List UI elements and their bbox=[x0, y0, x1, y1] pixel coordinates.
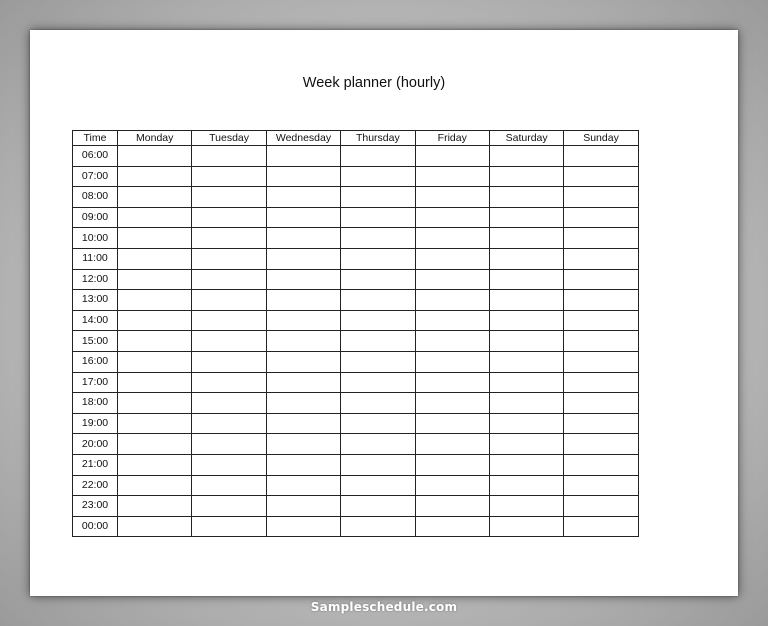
slot-cell-tuesday[interactable] bbox=[192, 187, 266, 208]
slot-cell-wednesday[interactable] bbox=[266, 413, 340, 434]
column-header-saturday: Saturday bbox=[489, 131, 563, 146]
slot-cell-saturday[interactable] bbox=[489, 413, 563, 434]
slot-cell-sunday[interactable] bbox=[564, 475, 638, 496]
table-row bbox=[73, 248, 639, 269]
slot-cell-wednesday[interactable] bbox=[266, 248, 340, 269]
slot-cell-thursday[interactable] bbox=[341, 207, 415, 228]
slot-cell-saturday[interactable] bbox=[489, 434, 563, 455]
slot-cell-monday[interactable] bbox=[118, 454, 192, 475]
slot-cell-tuesday[interactable] bbox=[192, 413, 266, 434]
slot-cell-tuesday[interactable] bbox=[192, 269, 266, 290]
slot-cell-tuesday[interactable] bbox=[192, 207, 266, 228]
page-title: Week planner (hourly) bbox=[302, 75, 446, 91]
time-cell: 20:00 bbox=[73, 434, 118, 455]
slot-cell-tuesday[interactable] bbox=[192, 496, 266, 517]
time-cell: 18:00 bbox=[73, 393, 118, 414]
week-planner-table bbox=[72, 130, 639, 537]
slot-cell-friday[interactable] bbox=[415, 228, 489, 249]
table-row bbox=[73, 351, 639, 372]
time-cell: 23:00 bbox=[73, 496, 118, 517]
slot-cell-wednesday[interactable] bbox=[266, 516, 340, 537]
slot-cell-sunday[interactable] bbox=[564, 393, 638, 414]
table-row bbox=[73, 434, 639, 455]
slot-cell-saturday[interactable] bbox=[489, 351, 563, 372]
time-cell: 00:00 bbox=[73, 516, 118, 537]
slot-cell-friday[interactable] bbox=[415, 310, 489, 331]
table-row bbox=[73, 372, 639, 393]
slot-cell-sunday[interactable] bbox=[564, 331, 638, 352]
slot-cell-monday[interactable] bbox=[118, 434, 192, 455]
time-cell: 15:00 bbox=[73, 331, 118, 352]
slot-cell-saturday[interactable] bbox=[489, 516, 563, 537]
slot-cell-friday[interactable] bbox=[415, 331, 489, 352]
time-cell: 11:00 bbox=[73, 248, 118, 269]
slot-cell-friday[interactable] bbox=[415, 187, 489, 208]
table-row bbox=[73, 454, 639, 475]
table-row bbox=[73, 331, 639, 352]
slot-cell-sunday[interactable] bbox=[564, 248, 638, 269]
time-cell: 06:00 bbox=[73, 146, 118, 167]
table-row bbox=[73, 496, 639, 517]
time-cell: 12:00 bbox=[73, 269, 118, 290]
slot-cell-tuesday[interactable] bbox=[192, 393, 266, 414]
slot-cell-tuesday[interactable] bbox=[192, 351, 266, 372]
slot-cell-thursday[interactable] bbox=[341, 434, 415, 455]
table-row bbox=[73, 269, 639, 290]
slot-cell-friday[interactable] bbox=[415, 475, 489, 496]
slot-cell-monday[interactable] bbox=[118, 475, 192, 496]
slot-cell-wednesday[interactable] bbox=[266, 454, 340, 475]
slot-cell-monday[interactable] bbox=[118, 413, 192, 434]
slot-cell-sunday[interactable] bbox=[564, 516, 638, 537]
slot-cell-tuesday[interactable] bbox=[192, 290, 266, 311]
slot-cell-tuesday[interactable] bbox=[192, 228, 266, 249]
slot-cell-wednesday[interactable] bbox=[266, 372, 340, 393]
slot-cell-wednesday[interactable] bbox=[266, 207, 340, 228]
slot-cell-monday[interactable] bbox=[118, 351, 192, 372]
time-cell: 14:00 bbox=[73, 310, 118, 331]
slot-cell-monday[interactable] bbox=[118, 207, 192, 228]
time-cell: 10:00 bbox=[73, 228, 118, 249]
slot-cell-saturday[interactable] bbox=[489, 454, 563, 475]
slot-cell-sunday[interactable] bbox=[564, 372, 638, 393]
slot-cell-tuesday[interactable] bbox=[192, 166, 266, 187]
slot-cell-friday[interactable] bbox=[415, 496, 489, 517]
slot-cell-wednesday[interactable] bbox=[266, 351, 340, 372]
column-header-monday: Monday bbox=[118, 131, 192, 146]
table-row bbox=[73, 393, 639, 414]
table-row bbox=[73, 187, 639, 208]
slot-cell-monday[interactable] bbox=[118, 393, 192, 414]
slot-cell-saturday[interactable] bbox=[489, 393, 563, 414]
slot-cell-sunday[interactable] bbox=[564, 496, 638, 517]
table-row bbox=[73, 290, 639, 311]
slot-cell-wednesday[interactable] bbox=[266, 269, 340, 290]
slot-cell-sunday[interactable] bbox=[564, 146, 638, 167]
time-cell: 22:00 bbox=[73, 475, 118, 496]
column-header-thursday: Thursday bbox=[341, 131, 415, 146]
slot-cell-wednesday[interactable] bbox=[266, 434, 340, 455]
slot-cell-wednesday[interactable] bbox=[266, 187, 340, 208]
time-cell: 16:00 bbox=[73, 351, 118, 372]
slot-cell-monday[interactable] bbox=[118, 248, 192, 269]
slot-cell-tuesday[interactable] bbox=[192, 310, 266, 331]
table-row bbox=[73, 207, 639, 228]
planner-sheet bbox=[30, 30, 738, 596]
table-row bbox=[73, 413, 639, 434]
slot-cell-saturday[interactable] bbox=[489, 269, 563, 290]
slot-cell-sunday[interactable] bbox=[564, 413, 638, 434]
slot-cell-tuesday[interactable] bbox=[192, 475, 266, 496]
slot-cell-tuesday[interactable] bbox=[192, 146, 266, 167]
slot-cell-monday[interactable] bbox=[118, 372, 192, 393]
column-header-sunday: Sunday bbox=[564, 131, 638, 146]
slot-cell-thursday[interactable] bbox=[341, 393, 415, 414]
table-row bbox=[73, 310, 639, 331]
slot-cell-wednesday[interactable] bbox=[266, 475, 340, 496]
slot-cell-saturday[interactable] bbox=[489, 475, 563, 496]
slot-cell-monday[interactable] bbox=[118, 290, 192, 311]
column-header-wednesday: Wednesday bbox=[266, 131, 340, 146]
slot-cell-wednesday[interactable] bbox=[266, 331, 340, 352]
slot-cell-monday[interactable] bbox=[118, 269, 192, 290]
slot-cell-thursday[interactable] bbox=[341, 248, 415, 269]
slot-cell-saturday[interactable] bbox=[489, 166, 563, 187]
slot-cell-sunday[interactable] bbox=[564, 434, 638, 455]
slot-cell-thursday[interactable] bbox=[341, 372, 415, 393]
slot-cell-sunday[interactable] bbox=[564, 351, 638, 372]
slot-cell-saturday[interactable] bbox=[489, 248, 563, 269]
slot-cell-sunday[interactable] bbox=[564, 228, 638, 249]
slot-cell-thursday[interactable] bbox=[341, 454, 415, 475]
time-cell: 21:00 bbox=[73, 454, 118, 475]
slot-cell-sunday[interactable] bbox=[564, 207, 638, 228]
slot-cell-thursday[interactable] bbox=[341, 331, 415, 352]
slot-cell-thursday[interactable] bbox=[341, 475, 415, 496]
slot-cell-friday[interactable] bbox=[415, 248, 489, 269]
slot-cell-friday[interactable] bbox=[415, 269, 489, 290]
slot-cell-friday[interactable] bbox=[415, 393, 489, 414]
slot-cell-wednesday[interactable] bbox=[266, 166, 340, 187]
slot-cell-monday[interactable] bbox=[118, 187, 192, 208]
slot-cell-wednesday[interactable] bbox=[266, 496, 340, 517]
slot-cell-tuesday[interactable] bbox=[192, 372, 266, 393]
slot-cell-thursday[interactable] bbox=[341, 269, 415, 290]
slot-cell-sunday[interactable] bbox=[564, 187, 638, 208]
slot-cell-saturday[interactable] bbox=[489, 146, 563, 167]
time-cell: 08:00 bbox=[73, 187, 118, 208]
slot-cell-thursday[interactable] bbox=[341, 351, 415, 372]
slot-cell-thursday[interactable] bbox=[341, 413, 415, 434]
slot-cell-thursday[interactable] bbox=[341, 187, 415, 208]
slot-cell-thursday[interactable] bbox=[341, 496, 415, 517]
slot-cell-tuesday[interactable] bbox=[192, 516, 266, 537]
column-header-time: Time bbox=[73, 131, 118, 146]
slot-cell-tuesday[interactable] bbox=[192, 434, 266, 455]
slot-cell-wednesday[interactable] bbox=[266, 146, 340, 167]
slot-cell-tuesday[interactable] bbox=[192, 248, 266, 269]
slot-cell-friday[interactable] bbox=[415, 372, 489, 393]
slot-cell-monday[interactable] bbox=[118, 310, 192, 331]
slot-cell-sunday[interactable] bbox=[564, 166, 638, 187]
slot-cell-saturday[interactable] bbox=[489, 310, 563, 331]
time-cell: 19:00 bbox=[73, 413, 118, 434]
slot-cell-friday[interactable] bbox=[415, 146, 489, 167]
slot-cell-saturday[interactable] bbox=[489, 496, 563, 517]
slot-cell-wednesday[interactable] bbox=[266, 228, 340, 249]
slot-cell-friday[interactable] bbox=[415, 516, 489, 537]
slot-cell-wednesday[interactable] bbox=[266, 310, 340, 331]
table-row bbox=[73, 146, 639, 167]
time-cell: 13:00 bbox=[73, 290, 118, 311]
slot-cell-thursday[interactable] bbox=[341, 516, 415, 537]
slot-cell-tuesday[interactable] bbox=[192, 454, 266, 475]
slot-cell-wednesday[interactable] bbox=[266, 290, 340, 311]
slot-cell-wednesday[interactable] bbox=[266, 393, 340, 414]
slot-cell-monday[interactable] bbox=[118, 516, 192, 537]
slot-cell-friday[interactable] bbox=[415, 207, 489, 228]
column-header-friday: Friday bbox=[415, 131, 489, 146]
time-cell: 09:00 bbox=[73, 207, 118, 228]
slot-cell-friday[interactable] bbox=[415, 166, 489, 187]
slot-cell-monday[interactable] bbox=[118, 496, 192, 517]
slot-cell-friday[interactable] bbox=[415, 434, 489, 455]
watermark: Sampleschedule.com bbox=[310, 600, 458, 614]
slot-cell-sunday[interactable] bbox=[564, 269, 638, 290]
table-row bbox=[73, 166, 639, 187]
table-row bbox=[73, 516, 639, 537]
slot-cell-friday[interactable] bbox=[415, 454, 489, 475]
slot-cell-saturday[interactable] bbox=[489, 187, 563, 208]
slot-cell-thursday[interactable] bbox=[341, 166, 415, 187]
slot-cell-tuesday[interactable] bbox=[192, 331, 266, 352]
table-row bbox=[73, 475, 639, 496]
slot-cell-friday[interactable] bbox=[415, 290, 489, 311]
slot-cell-friday[interactable] bbox=[415, 413, 489, 434]
slot-cell-sunday[interactable] bbox=[564, 310, 638, 331]
slot-cell-saturday[interactable] bbox=[489, 290, 563, 311]
slot-cell-sunday[interactable] bbox=[564, 290, 638, 311]
slot-cell-monday[interactable] bbox=[118, 166, 192, 187]
column-header-tuesday: Tuesday bbox=[192, 131, 266, 146]
slot-cell-saturday[interactable] bbox=[489, 228, 563, 249]
header-row bbox=[73, 131, 639, 146]
slot-cell-thursday[interactable] bbox=[341, 290, 415, 311]
slot-cell-thursday[interactable] bbox=[341, 228, 415, 249]
slot-cell-friday[interactable] bbox=[415, 351, 489, 372]
time-cell: 07:00 bbox=[73, 166, 118, 187]
slot-cell-monday[interactable] bbox=[118, 228, 192, 249]
slot-cell-saturday[interactable] bbox=[489, 331, 563, 352]
slot-cell-monday[interactable] bbox=[118, 331, 192, 352]
slot-cell-saturday[interactable] bbox=[489, 207, 563, 228]
slot-cell-monday[interactable] bbox=[118, 146, 192, 167]
slot-cell-thursday[interactable] bbox=[341, 310, 415, 331]
slot-cell-thursday[interactable] bbox=[341, 146, 415, 167]
planner-body bbox=[73, 146, 639, 537]
slot-cell-saturday[interactable] bbox=[489, 372, 563, 393]
slot-cell-sunday[interactable] bbox=[564, 454, 638, 475]
table-row bbox=[73, 228, 639, 249]
time-cell: 17:00 bbox=[73, 372, 118, 393]
